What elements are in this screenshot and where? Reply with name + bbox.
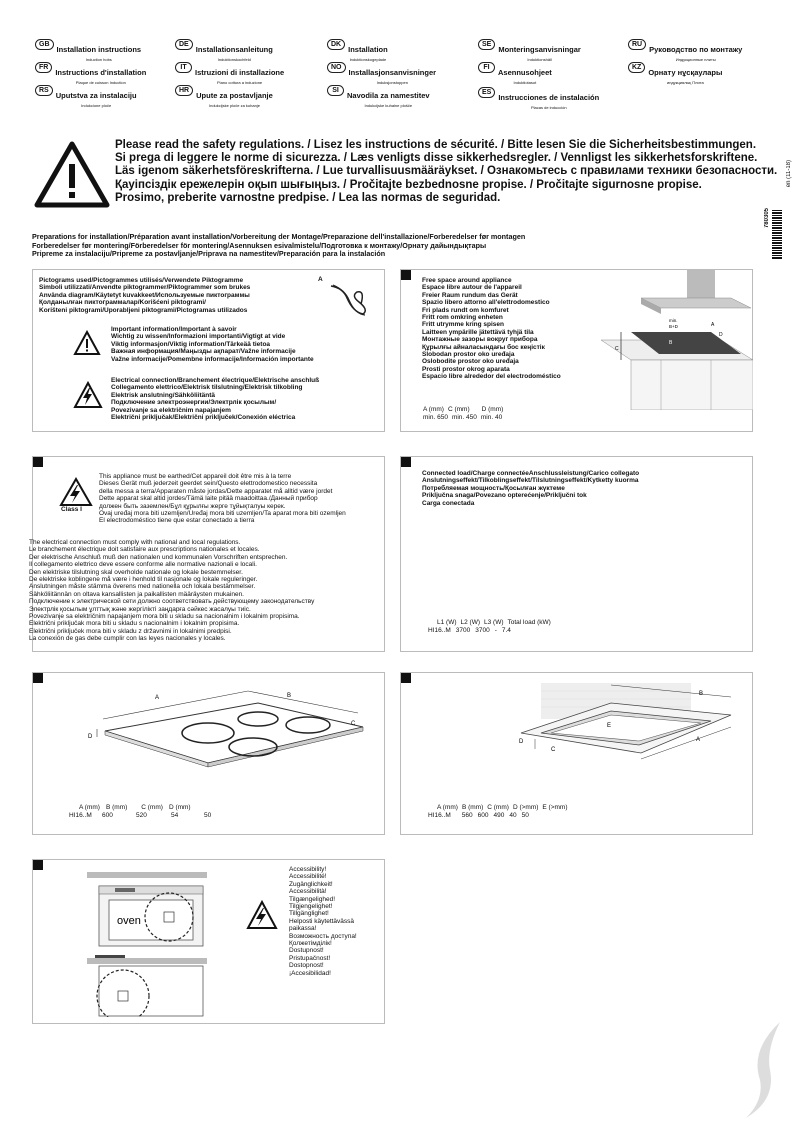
important-info bbox=[111, 326, 314, 363]
dim-label-b: B bbox=[287, 693, 292, 699]
text-line: Монтажные зазоры вокруг прибора bbox=[422, 336, 538, 344]
earthing-text bbox=[99, 473, 346, 525]
document-code: en (11-18) bbox=[786, 160, 792, 188]
panel-marker bbox=[33, 457, 43, 467]
table-cell: 600 bbox=[102, 812, 113, 819]
lang-code: SE bbox=[478, 39, 495, 50]
text-line: Slobodan prostor oko uređaja bbox=[422, 351, 515, 359]
text-line: Freier Raum rundum das Gerät bbox=[422, 291, 518, 299]
lang-code: HR bbox=[175, 85, 193, 96]
text-line: Helposti käytettävässä bbox=[289, 917, 355, 925]
table-cell: HI16..M bbox=[428, 627, 451, 634]
cutout-dimensions-illustration bbox=[511, 683, 751, 783]
dim-label-min: min. bbox=[669, 318, 678, 323]
table-cell: 40 bbox=[509, 812, 517, 819]
lang-title: Installationsanleitung bbox=[195, 45, 273, 54]
hob-table-header bbox=[79, 804, 191, 811]
text-line: Povezivanje sa električnim napajanjem bbox=[111, 406, 231, 414]
earthing-hazard-icon bbox=[59, 477, 93, 507]
text-line: Tilgjengelighet! bbox=[289, 903, 333, 911]
table-cell: 520 bbox=[136, 812, 147, 819]
lang-title: Instructions d'installation bbox=[55, 68, 147, 77]
lang-code: DE bbox=[175, 39, 193, 50]
prep-line: Preparations for installation/Préparation avant installation/Vorbereitung der Montage/Preparazione dell'installazione/Forberedelser før montagen bbox=[32, 232, 526, 241]
table-cell: 50 bbox=[521, 812, 529, 819]
table-cell: HI16..M bbox=[69, 812, 92, 819]
text-line: Važne informacije/Pomembne informacije/Información importante bbox=[111, 355, 314, 363]
table-header: L3 (W) bbox=[484, 619, 504, 626]
text-line: Spazio libero attorno all'elettrodomestico bbox=[422, 299, 550, 307]
lang-sub: Induksjonstoppen bbox=[376, 80, 408, 85]
text-line: Tilgængelighed! bbox=[289, 895, 336, 903]
text-line: Dette apparat skal altid jordes/Tämä laite pitää maadoittaa./Данный прибор bbox=[99, 495, 318, 503]
safety-line: Please read the safety regulations. / Lisez les instructions de sécurité. / Bitte lesen Sie die Sicherheitsbestimmungen. bbox=[115, 139, 757, 151]
text-line: Elektrisk anslutning/Sähköliitäntä bbox=[111, 391, 216, 399]
lang-kz bbox=[628, 62, 722, 86]
lang-fr bbox=[35, 62, 146, 86]
text-line: Den elektriske tilslutning skal overholde nationale og lokale bestemmelser. bbox=[29, 568, 243, 576]
hob-dimensions-illustration bbox=[83, 683, 383, 783]
table-header: E (>mm) bbox=[542, 804, 568, 811]
lang-de bbox=[175, 39, 273, 63]
text-line: Құрылғы айналасындағы бос кеңістік bbox=[422, 343, 545, 351]
barcode-number: 780305 bbox=[764, 208, 770, 229]
table-cell: HI16..M bbox=[428, 812, 451, 819]
dim-label-d: D bbox=[719, 332, 723, 338]
table-header: D (>mm) bbox=[512, 804, 539, 811]
text-line: Connected load/Charge connectéeAnschlussleistung/Carico collegato bbox=[422, 470, 640, 477]
dim-label-a: A bbox=[696, 737, 701, 743]
cutout-table-header bbox=[437, 804, 568, 811]
text-line: Korišteni piktogrami/Uporabljeni piktogrami/Pictogramas utilizados bbox=[39, 306, 248, 314]
text-line: должен быть заземлен/Бұл құрылғы жерге тұйықталуы керек. bbox=[99, 502, 286, 510]
lang-se bbox=[478, 39, 581, 63]
text-line: Anslutningen måste stämma överens med nationella och lokala bestämmelser. bbox=[29, 583, 256, 591]
lang-sub: Plaque de cuisson Induction bbox=[75, 80, 126, 85]
table-cell: 3700 bbox=[475, 627, 490, 634]
text-line: paikassa! bbox=[289, 925, 317, 933]
text-line: El electrodoméstico tiene que estar conectado a tierra bbox=[99, 517, 255, 525]
text-line: Возможность доступа! bbox=[289, 932, 357, 940]
panel-marker bbox=[401, 457, 411, 467]
text-line: Espace libre autour de l'appareil bbox=[422, 284, 522, 292]
load-table-row bbox=[428, 627, 511, 634]
lang-code: FI bbox=[478, 62, 495, 73]
lang-ru bbox=[628, 39, 742, 63]
panel-marker bbox=[33, 860, 43, 870]
pictograms-panel bbox=[32, 269, 385, 432]
lang-title: Орнату нұсқаулары bbox=[648, 68, 723, 77]
load-table-header bbox=[437, 619, 551, 626]
text-line: Қолданылған пиктограммалар/Korišćeni piktogrami/ bbox=[39, 299, 206, 307]
text-line: Dostopnost! bbox=[289, 962, 324, 970]
lang-title: Installation instructions bbox=[56, 45, 142, 54]
free-space-panel bbox=[400, 269, 753, 432]
lang-code: RU bbox=[628, 39, 646, 50]
text-line: Anslutningseffekt/Tilkoblingseffekt/Tilslutningseffekt/Kytketty kuorma bbox=[422, 477, 639, 485]
text-line: Oslobodite prostor oko uređaja bbox=[422, 358, 519, 366]
lang-code: KZ bbox=[628, 62, 645, 73]
text-line: ¡Accesibilidad! bbox=[289, 969, 331, 977]
lang-code: RS bbox=[35, 85, 53, 96]
lang-code: IT bbox=[175, 62, 192, 73]
text-line: Carga conectada bbox=[422, 499, 475, 507]
table-cell: 50 bbox=[204, 812, 212, 819]
text-line: Қолжетімділік! bbox=[289, 940, 332, 948]
dim-label-bd: B+D bbox=[669, 324, 678, 329]
connected-load-text bbox=[422, 470, 639, 507]
safety-warning bbox=[115, 139, 777, 205]
text-line: Fri plads rundt om komfuret bbox=[422, 306, 509, 314]
text-line: Il collegamento elettrico deve essere conforme alle normative nazionali e locali. bbox=[29, 561, 257, 569]
text-line: Använda diagram/Käytetyt kuvakkeet/Используемые пиктограммы bbox=[39, 291, 250, 299]
text-line: Der elektrische Anschluß muß den nationalen und kommunalen Vorschriften entsprechen. bbox=[29, 553, 288, 561]
accessibility-illustration bbox=[69, 872, 219, 1017]
safety-line: Si prega di leggere le norme di sicurezza. / Læs venligts disse sikkerhedsregler. / Vennligst les sikkerhetsforskriftene. bbox=[115, 152, 758, 165]
pictograms-heading bbox=[39, 277, 250, 314]
table-cell: 560 bbox=[461, 812, 473, 819]
text-line: Accessibility! bbox=[289, 866, 327, 873]
connected-load-panel bbox=[400, 456, 753, 652]
table-header: A (mm) bbox=[423, 406, 444, 413]
lang-title: Upute za postavljanje bbox=[196, 91, 273, 100]
panel-marker bbox=[33, 673, 43, 683]
free-space-illustration bbox=[601, 270, 753, 410]
table-header: C (mm) bbox=[447, 406, 470, 413]
lang-title: Uputstva za instalaciju bbox=[55, 91, 137, 100]
panel-marker bbox=[401, 673, 411, 683]
text-line: Important information/Important à savoir bbox=[111, 326, 237, 333]
table-header: Total load (kW) bbox=[507, 619, 551, 626]
lang-dk bbox=[327, 39, 388, 63]
dim-label-d: D bbox=[88, 734, 93, 740]
lang-sub: Indukcijske kuhalne plošče bbox=[364, 103, 413, 108]
lang-sub: Induktionskochfeld bbox=[217, 57, 251, 62]
lang-title: Navodila za namestitev bbox=[347, 91, 430, 100]
text-line: The electrical connection must comply with national and local regulations. bbox=[29, 539, 241, 546]
table-header: C (mm) bbox=[141, 804, 163, 811]
earthing-panel bbox=[29, 456, 385, 652]
text-line: Prosti prostor okrog aparata bbox=[422, 365, 510, 373]
text-line: Важная информация/Маңызды ақпарат/Važne informacije bbox=[111, 348, 296, 356]
accessibility-text bbox=[289, 866, 357, 977]
text-line: Electrical connection/Branchement électrique/Elektrische anschluß bbox=[111, 377, 320, 384]
prep-line: Pripreme za instalaciju/Pripreme za postavljanje/Priprava na namestitev/Preparación para la instalación bbox=[32, 249, 386, 258]
hob-dimensions-panel bbox=[32, 672, 385, 835]
lang-title: Monteringsanvisningar bbox=[498, 45, 581, 54]
class-label: Class I bbox=[61, 506, 82, 513]
panel-marker bbox=[401, 270, 411, 280]
brand-swoosh-icon bbox=[720, 1020, 790, 1120]
power-cable-icon bbox=[323, 280, 373, 320]
text-line: Espacio libre alrededor del electrodoméstico bbox=[422, 373, 561, 381]
safety-line: Läs igenom säkerhetsföreskrifterna. / Lue turvallisuusmääräykset. / Ознакомьтесь с правилами техники безопасности. bbox=[115, 165, 778, 178]
barcode bbox=[772, 210, 782, 260]
lang-sub: Piano cottura a induzione bbox=[217, 80, 263, 85]
compliance-text bbox=[29, 539, 314, 643]
lang-code: GB bbox=[35, 39, 54, 50]
lang-it bbox=[175, 62, 284, 86]
text-line: Ovaj uređaj mora biti uzemljen/Uređaj mora biti uzemljen/Ta aparat mora biti ozemljen bbox=[99, 510, 346, 518]
cutout-dimensions-panel bbox=[400, 672, 753, 835]
safety-line: Қауіпсіздік ережелерін оқып шығыңыз. / Pročitajte bezbednosne propise. / Pročitajte sigurnosne propise. bbox=[115, 178, 702, 191]
text-line: Подключение электроэнергии/Электрлік қосылым/ bbox=[111, 399, 277, 407]
text-line: Pristupačnost! bbox=[289, 954, 331, 962]
dim-label-c: C bbox=[551, 747, 556, 753]
text-line: Električni priključak mora biti u skladu s nacionalnim i lokalnim propisima. bbox=[29, 620, 240, 628]
lang-title: Istruzioni di installazione bbox=[195, 68, 285, 77]
lang-hr bbox=[175, 85, 273, 109]
lang-code: SI bbox=[327, 85, 344, 96]
table-cell: min. 650 bbox=[423, 414, 448, 421]
oven-label: oven bbox=[117, 915, 141, 927]
free-space-table-header bbox=[423, 406, 503, 413]
text-line: La conexión de gas debe cumplir con las leyes nacionales y locales. bbox=[29, 635, 226, 643]
text-line: Tillgänglighet! bbox=[289, 910, 329, 918]
text-line: Laitteen ympärille jätettävä tyhjä tila bbox=[422, 328, 534, 336]
table-header: D (mm) bbox=[481, 406, 504, 413]
table-header: A (mm) bbox=[437, 804, 458, 811]
safety-line: Prosimo, preberite varnostne predpise. / Lea las normas de seguridad. bbox=[115, 191, 501, 204]
text-line: Pictograms used/Pictogrammes utilisés/Verwendete Piktogramme bbox=[39, 277, 244, 284]
table-cell: min. 40 bbox=[480, 414, 503, 421]
text-line: Povezivanje sa električnim napajanjem mora biti u skladu sa nacionalnim i lokalnim propisima. bbox=[29, 613, 300, 621]
dim-label-a: A bbox=[155, 695, 160, 701]
lang-title: Installasjonsanvisninger bbox=[348, 68, 437, 77]
text-line: Simboli utilizzati/Anvendte piktogrammer/Piktogrammer som brukes bbox=[39, 284, 251, 292]
lang-sub: Induktionskogeplade bbox=[349, 57, 387, 62]
text-line: della messa a terra/Apparaten måste jordas/Dette apparatet må alltid være jordet bbox=[99, 487, 333, 495]
cable-label: A bbox=[318, 276, 323, 283]
lang-sub: Indukcijske ploče za kuhanje bbox=[209, 103, 260, 108]
preparations-heading bbox=[32, 233, 525, 259]
lang-title: Руководство по монтажу bbox=[649, 45, 743, 54]
table-cell: 490 bbox=[493, 812, 505, 819]
lang-sub: Induction hobs bbox=[85, 57, 112, 62]
lang-sub: Placas de inducción bbox=[530, 105, 567, 110]
table-cell: 600 bbox=[477, 812, 489, 819]
lang-title: Asennusohjeet bbox=[498, 68, 552, 77]
warning-triangle-icon bbox=[34, 140, 110, 208]
dim-label-c: C bbox=[615, 346, 619, 352]
table-cell: 54 bbox=[171, 812, 179, 819]
dim-label-c: C bbox=[351, 721, 356, 727]
text-line: Priključna snaga/Povezano opterećenje/Priključni tok bbox=[422, 492, 587, 500]
table-header: D (mm) bbox=[168, 804, 191, 811]
text-line: Accessibilità! bbox=[289, 888, 327, 896]
lang-code: DK bbox=[327, 39, 345, 50]
text-line: Accessibilité! bbox=[289, 873, 327, 881]
dim-label-d: D bbox=[519, 739, 524, 745]
lang-gb bbox=[35, 39, 141, 63]
text-line: This appliance must be earthed/Cet appareil doit être mis à la terre bbox=[99, 473, 292, 480]
lang-sub: Индукционные плиты bbox=[675, 57, 716, 62]
free-space-table-row bbox=[423, 414, 502, 421]
text-line: De elektriske koblingene må være i henhold til nasjonale og lokale reguleringer. bbox=[29, 576, 258, 584]
prep-line: Forberedelser før montering/Förberedelser för montering/Asennuksen esivalmistelu/Подготовка к монтажу/Орнату дайындықтары bbox=[32, 240, 487, 250]
dim-label-b: B bbox=[669, 340, 673, 346]
table-header: A (mm) bbox=[79, 804, 100, 811]
lang-title: Instrucciones de instalación bbox=[498, 93, 600, 102]
text-line: Dostupnost! bbox=[289, 947, 324, 955]
text-line: Fritt utrymme kring spisen bbox=[422, 321, 504, 329]
table-cell: - bbox=[494, 627, 497, 634]
text-line: Električni priključek mora biti v skladu z državnimi in lokalnimi predpisi. bbox=[29, 627, 232, 635]
lang-sub: Induktiotasot bbox=[513, 80, 537, 85]
dim-label-b: B bbox=[699, 691, 704, 697]
free-space-text bbox=[422, 277, 561, 381]
lang-no bbox=[327, 62, 436, 86]
table-header: B (mm) bbox=[105, 804, 128, 811]
lang-es bbox=[478, 87, 599, 111]
table-header: L1 (W) bbox=[437, 619, 457, 626]
table-cell: 3700 bbox=[455, 627, 471, 634]
table-header: C (mm) bbox=[487, 804, 509, 811]
electrical-hazard-icon bbox=[246, 900, 278, 930]
table-cell: min. 450 bbox=[451, 414, 477, 421]
lang-title: Installation bbox=[348, 45, 388, 54]
lang-sub: Induktionshäll bbox=[527, 57, 552, 62]
dim-label-a: A bbox=[711, 322, 715, 328]
table-cell: 7.4 bbox=[501, 627, 511, 634]
important-warning-icon bbox=[73, 330, 101, 356]
text-line: Электрлік қосылым ұлттық және жергілікті заңдарға сәйкес жасалуы тиіс. bbox=[29, 605, 251, 613]
table-header: L2 (W) bbox=[460, 619, 480, 626]
lang-fi bbox=[478, 62, 552, 86]
text-line: Collegamento elettrico/Elektrisk tilslutning/Elektrisk tilkobling bbox=[111, 384, 303, 392]
lang-code: FR bbox=[35, 62, 52, 73]
table-header: B (mm) bbox=[461, 804, 484, 811]
text-line: Dieses Gerät muß jederzeit geerdet sein/Questo elettrodomestico necessita bbox=[99, 480, 318, 488]
electrical-hazard-icon bbox=[73, 381, 103, 409]
hob-table-row bbox=[69, 812, 212, 819]
text-line: Fritt rom omkring enheten bbox=[422, 314, 503, 322]
text-line: Потребляемая мощность/Қосылған жүктеме bbox=[422, 484, 565, 492]
dim-label-e: E bbox=[607, 723, 612, 729]
text-line: Električni priključak/Električni priključek/Conexión eléctrica bbox=[111, 414, 296, 422]
lang-code: ES bbox=[478, 87, 495, 98]
cutout-table-row bbox=[428, 812, 529, 819]
lang-sub: индукциялық Плита bbox=[666, 80, 704, 85]
text-line: Le branchement électrique doit satisfaire aux prescriptions nationales et locales. bbox=[29, 546, 260, 554]
text-line: Подключение к электрической сети должно соответствовать действующему законодательству bbox=[29, 598, 315, 606]
text-line: Viktig informasjon/Viktig information/Tärkeää tietoa bbox=[111, 340, 271, 348]
lang-sub: Indukcione ploče bbox=[81, 103, 112, 108]
electrical-connection bbox=[111, 377, 319, 421]
text-line: Sähköliitännän on oltava kansallisten ja paikallisten määräysten mukainen. bbox=[29, 590, 244, 598]
lang-code: NO bbox=[327, 62, 346, 73]
lang-si bbox=[327, 85, 430, 109]
text-line: Wichtig zu wissen/Informazioni importanti/Vigtigt at vide bbox=[111, 333, 286, 341]
accessibility-panel bbox=[32, 859, 385, 1024]
text-line: Zugänglichkeit! bbox=[289, 880, 333, 888]
text-line: Free space around appliance bbox=[422, 277, 512, 284]
lang-rs bbox=[35, 85, 137, 109]
